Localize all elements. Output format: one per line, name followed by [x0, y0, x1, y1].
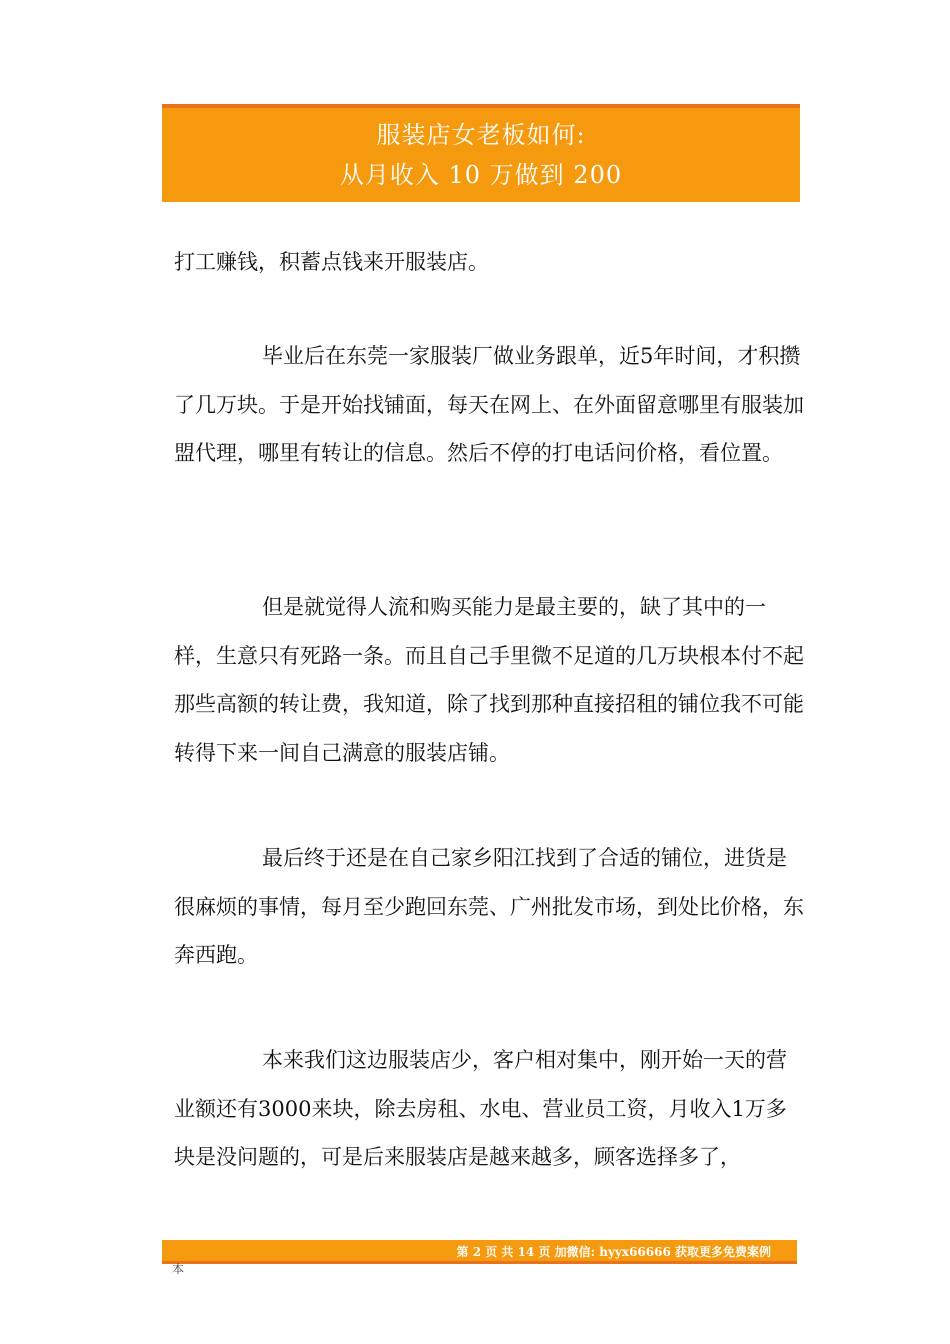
paragraph-5: 本来我们这边服装店少，客户相对集中，刚开始一天的营业额还有3000来块，除去房租、水电、营业员工资，月收入1万多块是没问题的，可是后来服装店是越来越多，顾客选择多了，: [174, 1048, 787, 1169]
footer-cutoff-char: 本: [172, 1262, 185, 1276]
footer-banner: [162, 1240, 797, 1264]
paragraph-3: 但是就觉得人流和购买能力是最主要的，缺了其中的一样，生意只有死路一条。而且自己手里微不足道的几万块根本付不起那些高额的转让费，我知道，除了找到那种直接招租的铺位我不可能转得下来一间自己满意的服装店铺。: [174, 595, 804, 765]
paragraph-4: 最后终于还是在自己家乡阳江找到了合适的铺位，进货是很麻烦的事情，每月至少跑回东莞、广州批发市场，到处比价格，东奔西跑。: [174, 846, 804, 967]
title-banner: [162, 104, 800, 202]
paragraph-2: 毕业后在东莞一家服装厂做业务跟单，近5年时间，才积攒了几万块。于是开始找铺面，每天在网上、在外面留意哪里有服装加盟代理，哪里有转让的信息。然后不停的打电话问价格，看位置。: [174, 344, 804, 465]
title-line-2: 从月收入 10 万做到 200: [339, 161, 623, 189]
page-number-footer: 第 2 页 共 14 页 加微信: hyyx66666 获取更多免费案例: [456, 1245, 771, 1259]
paragraph-1: 打工赚钱，积蓄点钱来开服装店。: [174, 250, 489, 274]
title-line-1: 服装店女老板如何:: [376, 121, 586, 149]
